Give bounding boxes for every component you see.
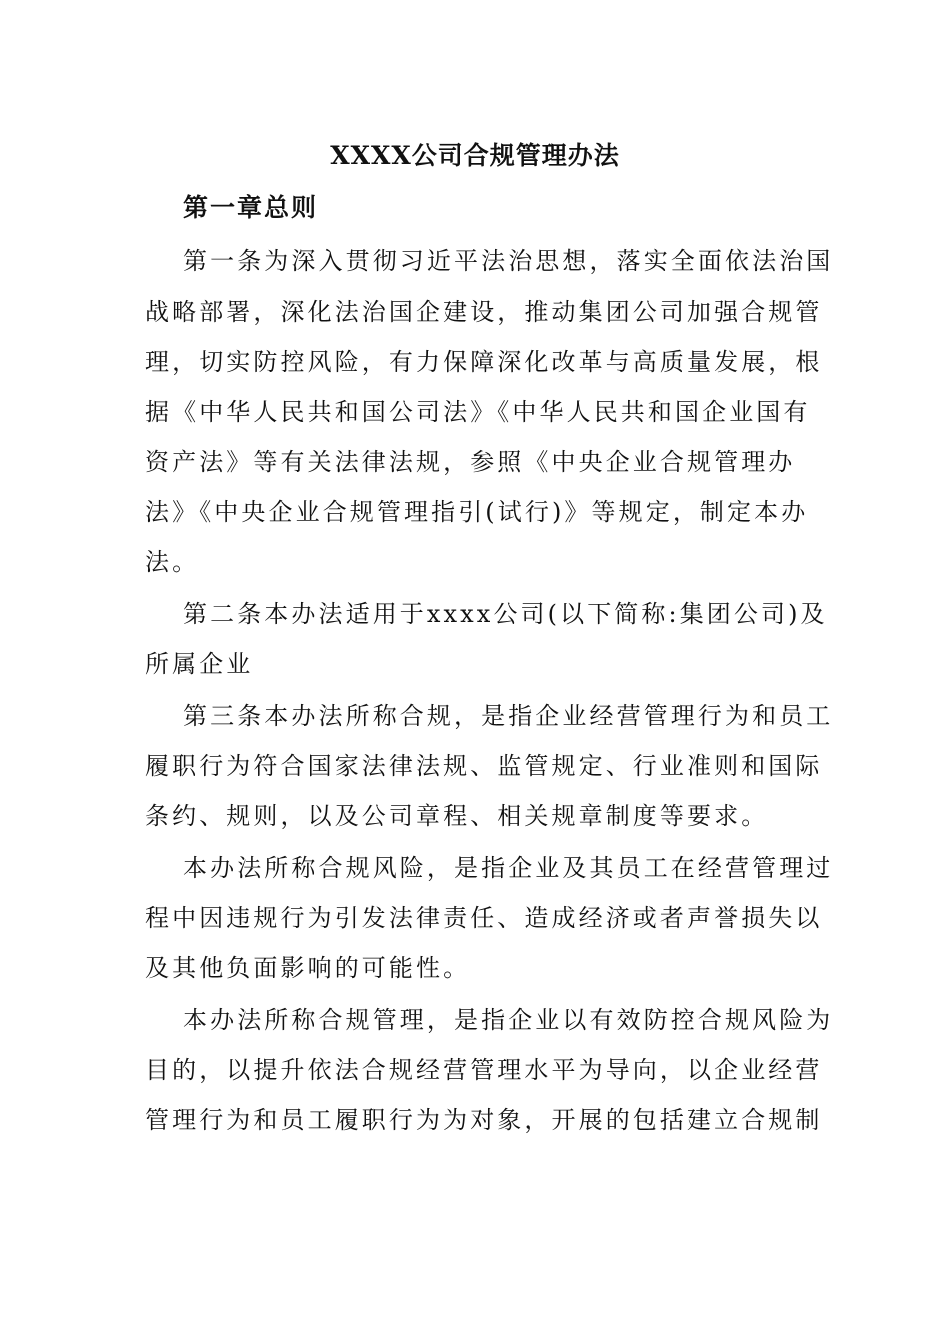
chapter-heading: 第一章总则 bbox=[183, 193, 319, 222]
article-1-line-2: 战略部署，深化法治国企建设，推动集团公司加强合规管 bbox=[145, 298, 823, 326]
management-para-line-3: 管理行为和员工履职行为为对象，开展的包括建立合规制 bbox=[145, 1106, 823, 1134]
article-1-line-3: 理，切实防控风险，有力保障深化改革与高质量发展，根 bbox=[145, 348, 823, 376]
article-2-line-2: 所属企业 bbox=[145, 650, 254, 678]
article-1-line-4: 据《中华人民共和国公司法》《中华人民共和国企业国有 bbox=[145, 398, 811, 426]
article-1-line-7: 法。 bbox=[145, 548, 200, 576]
management-para-line-2: 目的，以提升依法合规经营管理水平为导向，以企业经营 bbox=[145, 1056, 823, 1084]
risk-para-line-1: 本办法所称合规风险，是指企业及其员工在经营管理过 bbox=[183, 854, 834, 882]
article-1-line-1: 第一条为深入贯彻习近平法治思想，落实全面依法治国 bbox=[183, 247, 834, 275]
article-1-line-6: 法》《中央企业合规管理指引(试行)》等规定，制定本办 bbox=[145, 498, 809, 526]
article-3-line-2: 履职行为符合国家法律法规、监管规定、行业准则和国际 bbox=[145, 752, 823, 780]
article-1-line-5: 资产法》等有关法律法规，参照《中央企业合规管理办 bbox=[145, 448, 796, 476]
risk-para-line-3: 及其他负面影响的可能性。 bbox=[145, 954, 471, 982]
management-para-line-1: 本办法所称合规管理，是指企业以有效防控合规风险为 bbox=[183, 1006, 834, 1034]
risk-para-line-2: 程中因违规行为引发法律责任、造成经济或者声誉损失以 bbox=[145, 904, 823, 932]
article-2-line-1: 第二条本办法适用于xxxx公司(以下简称:集团公司)及 bbox=[183, 600, 828, 628]
article-3-line-3: 条约、规则，以及公司章程、相关规章制度等要求。 bbox=[145, 802, 769, 830]
article-3-line-1: 第三条本办法所称合规，是指企业经营管理行为和员工 bbox=[183, 702, 834, 730]
document-title: XXXX公司合规管理办法 bbox=[330, 141, 620, 170]
